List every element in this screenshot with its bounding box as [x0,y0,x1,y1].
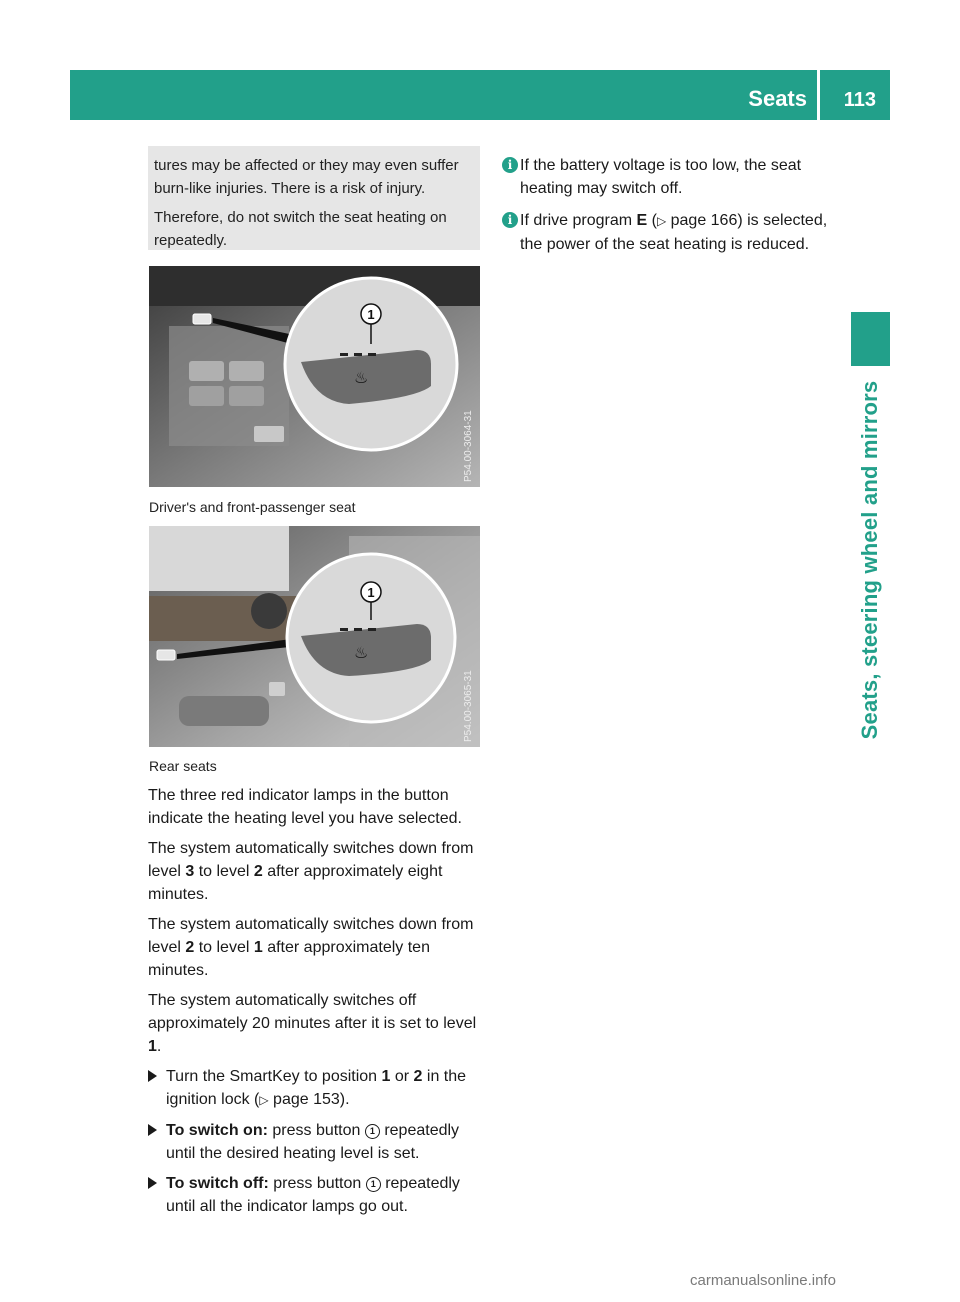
warning-box [148,146,480,250]
figure-code: P54.00-3065-31 [463,670,474,742]
svg-text:♨: ♨ [354,368,369,387]
svg-text:♨: ♨ [354,643,369,662]
watermark: carmanualsonline.info [690,1272,836,1289]
chapter-side-label: Seats, steering wheel and mirrors [857,380,882,740]
callout-1-icon: 1 [366,1177,381,1192]
paragraph-switch-down-2-1: The system automatically switches down from level 2 to level 1 after approximately ten minutes. [148,916,474,979]
instruction-arrow-icon [148,1070,157,1082]
figure-code: P54.00-3064-31 [463,410,474,482]
chapter-tab-marker [851,312,890,366]
notes-right [502,154,834,265]
figure-caption-rear: Rear seats [149,758,217,774]
note-battery-voltage: i If the battery voltage is too low, the seat heating may switch off. [502,154,834,200]
instruction-turn-smartkey: Turn the SmartKey to position 1 or 2 in the ignition lock (▷ page 153). [148,1065,482,1112]
warning-text-1: tures may be affected or they may even suffer burn-like injuries. There is a risk of injury. [154,157,459,197]
instruction-arrow-icon [148,1124,157,1136]
warning-text-2: Therefore, do not switch the seat heating on repeatedly. [154,209,447,249]
page-header [70,70,890,120]
callout-number: 1 [367,307,375,322]
section-title: Seats [748,70,820,120]
figure-caption-front: Driver's and front-passenger seat [149,499,356,515]
note-drive-program: i If drive program E (▷ page 166) is selected, the power of the seat heating is reduced. [502,209,834,256]
instruction-switch-on: To switch on: press button 1 repeatedly until the desired heating level is set. [148,1119,482,1165]
page-number: 113 [843,89,876,111]
paragraph-switch-off: The system automatically switches off approximately 20 minutes after it is set to level 1. [148,992,477,1055]
page-reference-icon: ▷ [656,214,667,228]
figure-front-seat-photo [149,266,480,487]
callout-number: 1 [367,585,375,600]
body-text-left [148,784,482,1225]
info-icon: i [502,157,518,173]
page-reference-icon: ▷ [259,1093,269,1107]
instruction-switch-off: To switch off: press button 1 repeatedly until all the indicator lamps go out. [148,1172,482,1218]
front-door-panel-illustration [149,266,480,487]
instruction-arrow-icon [148,1177,157,1189]
paragraph-indicator-lamps: The three red indicator lamps in the button indicate the heating level you have selected. [148,787,462,827]
figure-rear-seat-photo [149,526,480,747]
paragraph-switch-down-3-2: The system automatically switches down from level 3 to level 2 after approximately eight minutes. [148,840,474,903]
info-icon: i [502,212,518,228]
callout-1-icon: 1 [365,1124,380,1139]
rear-door-panel-illustration [149,526,480,747]
